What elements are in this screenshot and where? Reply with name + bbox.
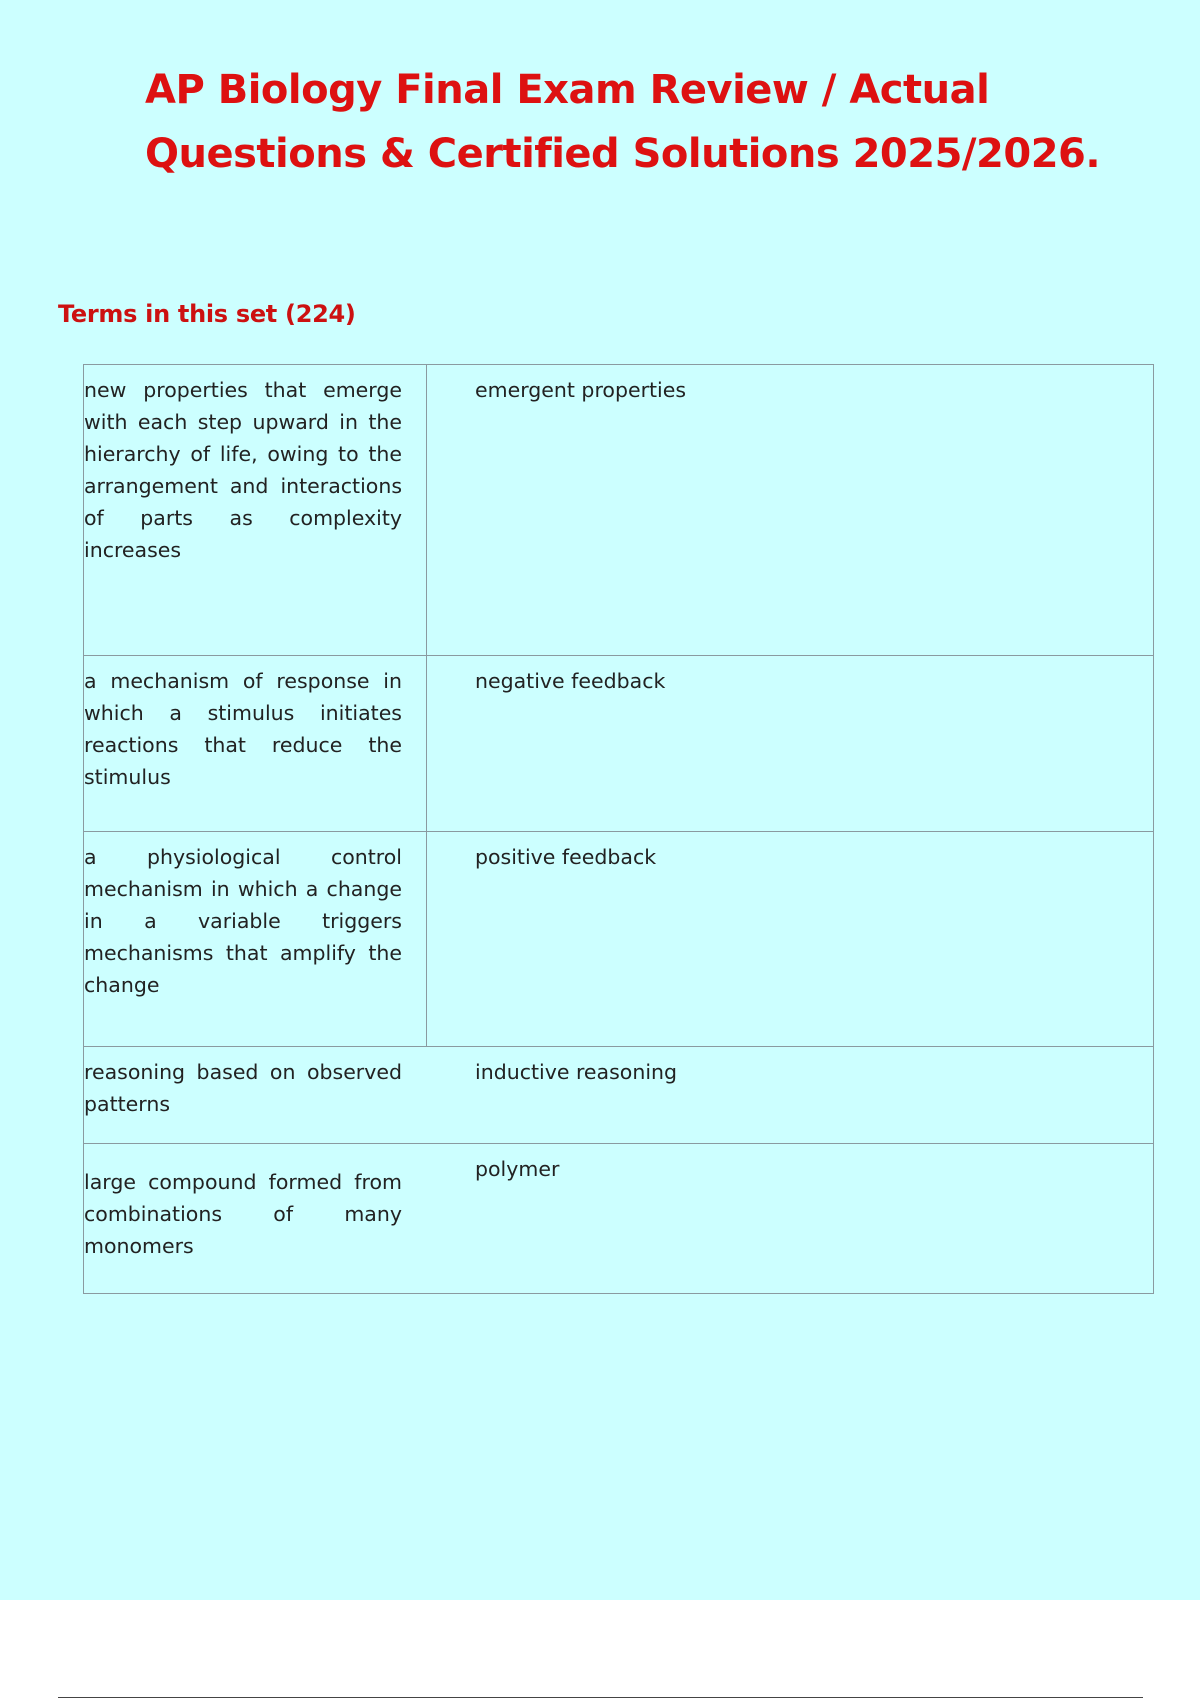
definition-cell: reasoning based on observed patterns bbox=[84, 1047, 427, 1144]
document-title bbox=[145, 58, 1125, 186]
term-cell: polymer bbox=[427, 1144, 1154, 1294]
term-cell: positive feedback bbox=[427, 832, 1154, 1047]
table-row bbox=[84, 365, 1154, 656]
document-title-line-2: Questions & Certified Solutions 2025/2026. bbox=[145, 131, 1101, 177]
definition-cell: a physiological control mechanism in which a change in a variable triggers mechanisms that amplify the change bbox=[84, 832, 427, 1047]
term-cell: emergent properties bbox=[427, 365, 1154, 656]
table-row bbox=[84, 832, 1154, 1047]
table-row bbox=[84, 1047, 1154, 1144]
definition-cell: large compound formed from combinations of many monomers bbox=[84, 1144, 427, 1294]
table-row bbox=[84, 656, 1154, 832]
footer-divider bbox=[58, 1697, 1143, 1698]
term-cell: negative feedback bbox=[427, 656, 1154, 832]
term-cell: inductive reasoning bbox=[427, 1047, 1154, 1144]
terms-table bbox=[83, 364, 1154, 1294]
terms-count-heading: Terms in this set (224) bbox=[58, 300, 356, 328]
definition-cell: a mechanism of response in which a stimulus initiates reactions that reduce the stimulus bbox=[84, 656, 427, 832]
document-title-line-1: AP Biology Final Exam Review / Actual bbox=[145, 67, 990, 113]
table-row bbox=[84, 1144, 1154, 1294]
definition-cell: new properties that emerge with each step upward in the hierarchy of life, owing to the arrangement and interactions of parts as complexity increases bbox=[84, 365, 427, 656]
